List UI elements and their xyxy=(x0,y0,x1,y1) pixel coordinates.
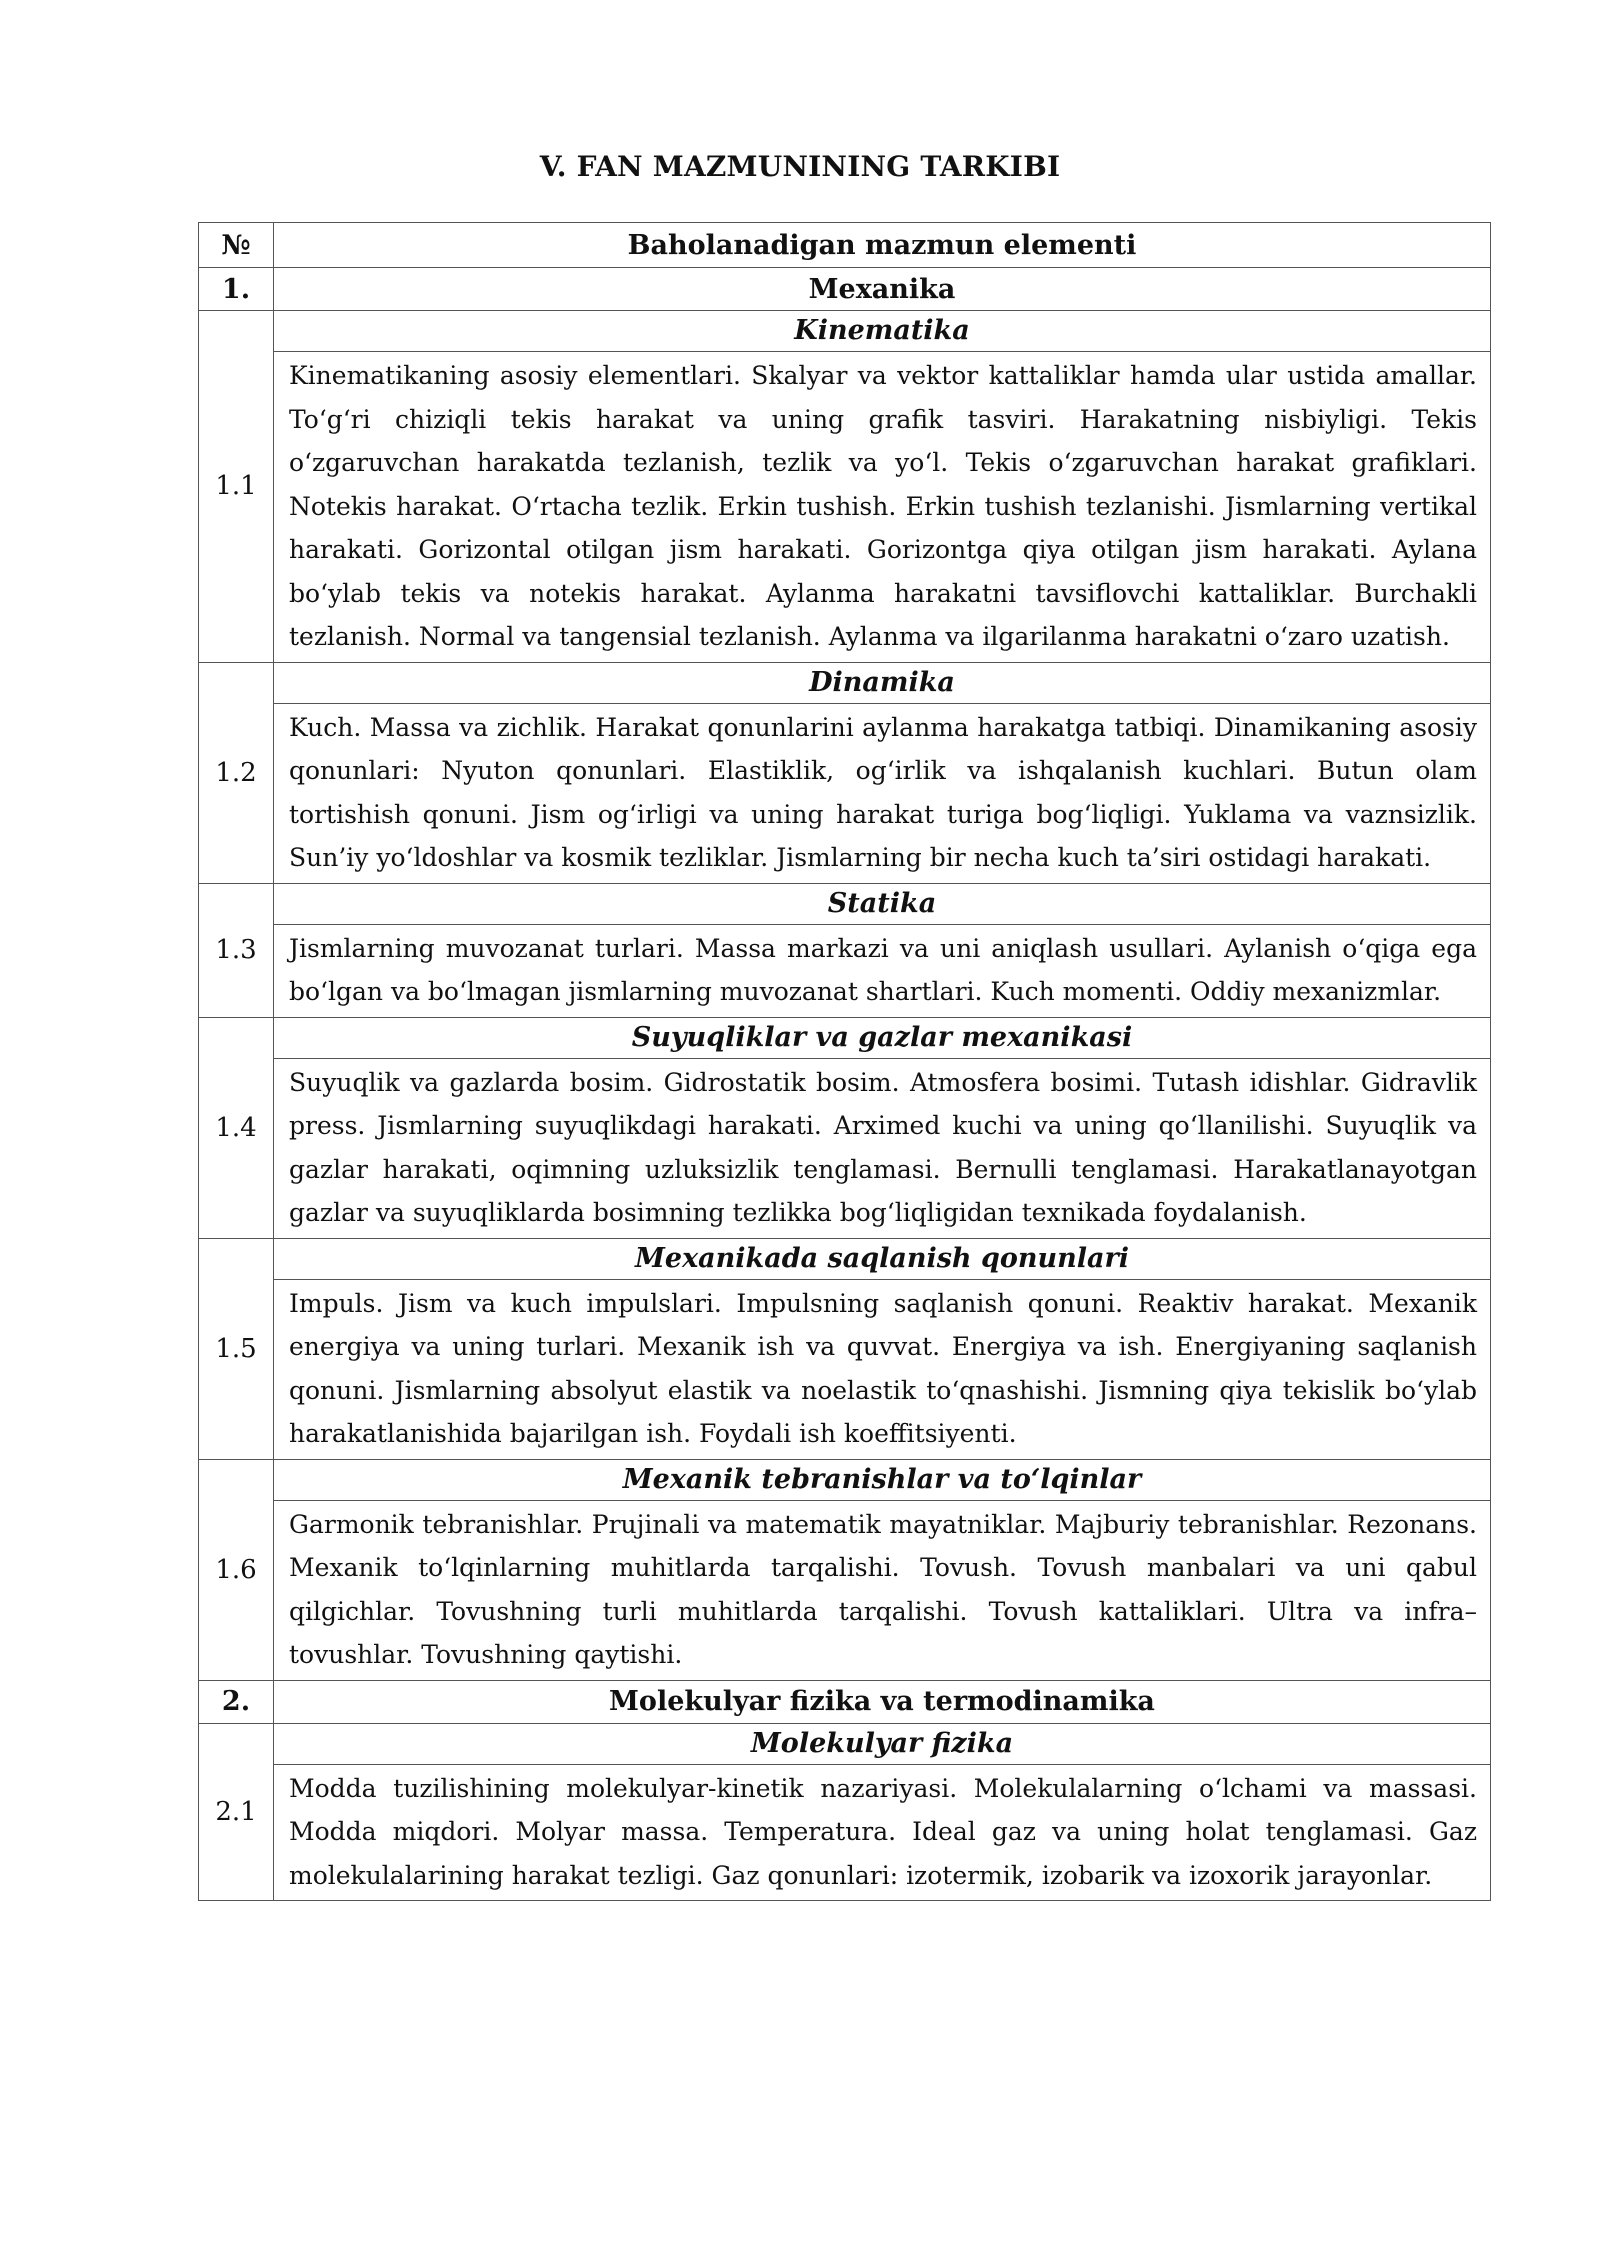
section-title: Mexanika xyxy=(274,268,1491,311)
topic-title: Mexanik tebranishlar va to‘lqinlar xyxy=(274,1460,1490,1501)
section-title: Molekulyar fizika va termodinamika xyxy=(274,1680,1491,1723)
topic-description: Jismlarning muvozanat turlari. Massa markazi va uni aniqlash usullari. Aylanish o‘qiga ega bo‘lgan va bo‘lmagan jismlarning muvozanat shartlari. Kuch momenti. Oddiy mexanizmlar. xyxy=(289,933,1477,1006)
topic-row xyxy=(199,662,1491,883)
topic-description: Garmonik tebranishlar. Prujinali va matematik mayatniklar. Majburiy tebranishlar. Rezonans. Mexanik to‘lqinlarning muhitlarda tarqalishi. Tovush. Tovush manbalari va uni qabul qilgichlar. Tovushning turli muhitlarda tarqalishi. Tovush kattaliklari. Ultra va infra– tovushlar. Tovushning qaytishi. xyxy=(289,1509,1477,1669)
topic-number: 2.1 xyxy=(199,1723,274,1901)
topic-number: 1.5 xyxy=(199,1238,274,1459)
topic-cell xyxy=(274,1238,1491,1459)
topic-description: Impuls. Jism va kuch impulslari. Impulsning saqlanish qonuni. Reaktiv harakat. Mexanik energiya va uning turlari. Mexanik ish va quvvat. Energiya va ish. Energiyaning saqlanish qonuni. Jismlarning absolyut elastik va noelastik to‘qnashishi. Jismning qiya tekislik bo‘ylab harakatlanishida bajarilgan ish. Foydali ish koeffitsiyenti. xyxy=(289,1288,1477,1448)
topic-cell xyxy=(274,662,1491,883)
section-number: 1. xyxy=(199,268,274,311)
section-number: 2. xyxy=(199,1680,274,1723)
topic-row xyxy=(199,883,1491,1017)
topic-title: Mexanikada saqlanish qonunlari xyxy=(274,1239,1490,1280)
topic-row xyxy=(199,1238,1491,1459)
topic-title: Statika xyxy=(274,884,1490,925)
topic-title: Dinamika xyxy=(274,663,1490,704)
element-column-header: Baholanadigan mazmun elementi xyxy=(274,223,1491,268)
topic-description: Kuch. Massa va zichlik. Harakat qonunlarini aylanma harakatga tatbiqi. Dinamikaning asosiy qonunlari: Nyuton qonunlari. Elastiklik, og‘irlik va ishqalanish kuchlari. Butun olam tortishish qonuni. Jism og‘irligi va uning harakat turiga bog‘liqligi. Yuklama va vaznsizlik. Sun’iy yo‘ldoshlar va kosmik tezliklar. Jismlarning bir necha kuch ta’siri ostidagi harakati. xyxy=(289,712,1477,872)
topic-number: 1.3 xyxy=(199,883,274,1017)
topic-description: Modda tuzilishining molekulyar-kinetik nazariyasi. Molekulalarning o‘lchami va massasi. Modda miqdori. Molyar massa. Temperatura. Ideal gaz va uning holat tenglamasi. Gaz molekulalarining harakat tezligi. Gaz qonunlari: izotermik, izobarik va izoxorik jarayonlar. xyxy=(289,1773,1477,1890)
number-column-header: № xyxy=(199,223,274,268)
table-header-row xyxy=(199,223,1491,268)
topic-row xyxy=(199,1017,1491,1238)
topic-title: Suyuqliklar va gazlar mexanikasi xyxy=(274,1018,1490,1059)
topic-cell xyxy=(274,883,1491,1017)
topic-title: Kinematika xyxy=(274,311,1490,352)
topic-cell xyxy=(274,1723,1491,1901)
topic-number: 1.4 xyxy=(199,1017,274,1238)
topic-number: 1.1 xyxy=(199,311,274,663)
content-table xyxy=(198,222,1491,1901)
topic-row xyxy=(199,311,1491,663)
topic-row xyxy=(199,1723,1491,1901)
section-row xyxy=(199,268,1491,311)
topic-title: Molekulyar fizika xyxy=(274,1724,1490,1765)
topic-row xyxy=(199,1459,1491,1680)
section-row xyxy=(199,1680,1491,1723)
topic-number: 1.6 xyxy=(199,1459,274,1680)
topic-cell xyxy=(274,1459,1491,1680)
topic-description: Suyuqlik va gazlarda bosim. Gidrostatik bosim. Atmosfera bosimi. Tutash idishlar. Gidravlik press. Jismlarning suyuqlikdagi harakati. Arximed kuchi va uning qo‘llanilishi. Suyuqlik va gazlar harakati, oqimning uzluksizlik tenglamasi. Bernulli tenglamasi. Harakatlanayotgan gazlar va suyuqliklarda bosimning tezlikka bog‘liqligidan texnikada foydalanish. xyxy=(289,1067,1477,1227)
page-title: V. FAN MAZMUNINING TARKIBI xyxy=(539,150,1061,183)
topic-number: 1.2 xyxy=(199,662,274,883)
topic-cell xyxy=(274,311,1491,663)
topic-description: Kinematikaning asosiy elementlari. Skalyar va vektor kattaliklar hamda ular ustida amallar. To‘g‘ri chiziqli tekis harakat va uning grafik tasviri. Harakatning nisbiyligi. Tekis o‘zgaruvchan harakatda tezlanish, tezlik va yo‘l. Tekis o‘zgaruvchan harakat grafiklari. Notekis harakat. O‘rtacha tezlik. Erkin tushish. Erkin tushish tezlanishi. Jismlarning vertikal harakati. Gorizontal otilgan jism harakati. Gorizontga qiya otilgan jism harakati. Aylana bo‘ylab tekis va notekis harakat. Aylanma harakatni tavsiflovchi kattaliklar. Burchakli tezlanish. Normal va tangensial tezlanish. Aylanma va ilgarilanma harakatni o‘zaro uzatish. xyxy=(289,361,1477,651)
topic-cell xyxy=(274,1017,1491,1238)
